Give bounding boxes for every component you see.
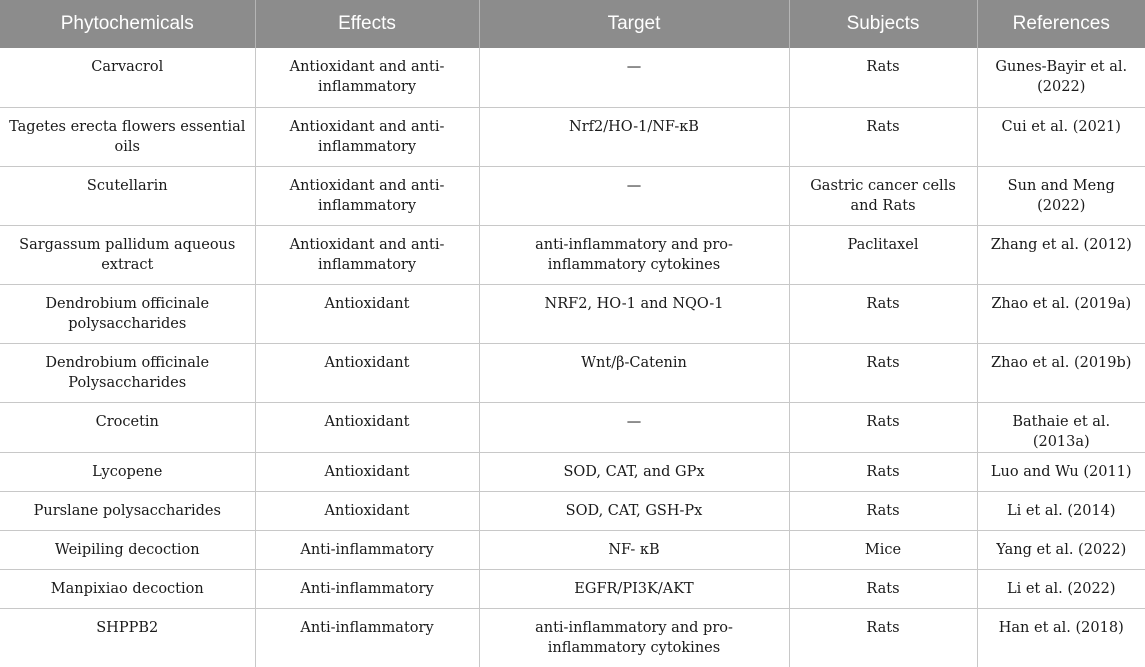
table-body — [0, 48, 1145, 667]
header-references: References — [977, 0, 1145, 48]
cell-effect: Antioxidant and anti-inflammatory — [255, 166, 479, 225]
cell-reference[interactable]: Gunes-Bayir et al. (2022) — [977, 48, 1145, 107]
cell-reference[interactable]: Zhao et al. (2019b) — [977, 343, 1145, 402]
cell-target: EGFR/PI3K/AKT — [479, 569, 789, 608]
cell-target: Nrf2/HO-1/NF-κB — [479, 107, 789, 166]
cell-effect: Anti-inflammatory — [255, 569, 479, 608]
table-row — [0, 284, 1145, 343]
cell-target: anti-inflammatory and pro-inflammatory cytokines — [479, 608, 789, 667]
cell-reference[interactable]: Zhang et al. (2012) — [977, 225, 1145, 284]
cell-reference[interactable]: Cui et al. (2021) — [977, 107, 1145, 166]
table-row — [0, 491, 1145, 530]
cell-phytochemical: Purslane polysaccharides — [0, 491, 255, 530]
cell-effect: Antioxidant — [255, 402, 479, 452]
cell-effect: Antioxidant — [255, 491, 479, 530]
cell-reference[interactable]: Han et al. (2018) — [977, 608, 1145, 667]
cell-reference[interactable]: Zhao et al. (2019a) — [977, 284, 1145, 343]
cell-target: NF- κB — [479, 530, 789, 569]
cell-effect: Antioxidant — [255, 284, 479, 343]
cell-phytochemical: Tagetes erecta flowers essential oils — [0, 107, 255, 166]
table-row — [0, 452, 1145, 491]
cell-subjects: Rats — [789, 608, 977, 667]
cell-reference[interactable]: Li et al. (2022) — [977, 569, 1145, 608]
table-row — [0, 569, 1145, 608]
header-phytochemicals: Phytochemicals — [60, 13, 194, 34]
cell-phytochemical: Lycopene — [0, 452, 255, 491]
cell-target: — — [479, 166, 789, 225]
cell-effect: Anti-inflammatory — [255, 608, 479, 667]
cell-subjects: Rats — [789, 107, 977, 166]
cell-subjects: Rats — [789, 452, 977, 491]
cell-target: — — [479, 402, 789, 452]
cell-target: Wnt/β-Catenin — [479, 343, 789, 402]
table-row — [0, 402, 1145, 452]
cell-subjects: Rats — [789, 343, 977, 402]
cell-subjects: Rats — [789, 284, 977, 343]
cell-phytochemical: Sargassum pallidum aqueous extract — [0, 225, 255, 284]
cell-target: SOD, CAT, GSH-Px — [479, 491, 789, 530]
cell-subjects: Rats — [789, 569, 977, 608]
cell-effect: Antioxidant — [255, 343, 479, 402]
cell-reference[interactable]: Luo and Wu (2011) — [977, 452, 1145, 491]
table-row — [0, 225, 1145, 284]
cell-effect: Anti-inflammatory — [255, 530, 479, 569]
cell-subjects: Mice — [789, 530, 977, 569]
cell-phytochemical: Manpixiao decoction — [0, 569, 255, 608]
table-row — [0, 107, 1145, 166]
cell-subjects: Rats — [789, 48, 977, 107]
cell-target: anti-inflammatory and pro-inflammatory cytokines — [479, 225, 789, 284]
cell-phytochemical: Carvacrol — [0, 48, 255, 107]
cell-subjects: Rats — [789, 402, 977, 452]
cell-subjects: Gastric cancer cells and Rats — [789, 166, 977, 225]
cell-reference[interactable]: Bathaie et al. (2013a) — [977, 402, 1145, 452]
header-effects: Effects — [255, 0, 479, 48]
cell-reference[interactable]: Li et al. (2014) — [977, 491, 1145, 530]
cell-phytochemical: Crocetin — [0, 402, 255, 452]
cell-phytochemical: SHPPB2 — [96, 619, 159, 636]
cell-phytochemical: Scutellarin — [0, 166, 255, 225]
cell-reference[interactable]: Yang et al. (2022) — [977, 530, 1145, 569]
cell-subjects: Paclitaxel — [789, 225, 977, 284]
cell-phytochemical: Dendrobium officinale Polysaccharides — [0, 343, 255, 402]
header-row — [0, 0, 1145, 48]
cell-effect: Antioxidant and anti-inflammatory — [255, 107, 479, 166]
cell-effect: Antioxidant and anti-inflammatory — [255, 225, 479, 284]
table-header — [0, 0, 1145, 48]
cell-effect: Antioxidant — [255, 452, 479, 491]
table-row — [0, 48, 1145, 107]
header-subjects: Subjects — [789, 0, 977, 48]
table-row — [0, 608, 1145, 667]
cell-phytochemical: Weipiling decoction — [0, 530, 255, 569]
table-row — [0, 343, 1145, 402]
header-target: Target — [479, 0, 789, 48]
cell-effect: Antioxidant and anti-inflammatory — [255, 48, 479, 107]
cell-target: — — [479, 48, 789, 107]
cell-subjects: Rats — [789, 491, 977, 530]
cell-reference[interactable]: Sun and Meng (2022) — [977, 166, 1145, 225]
table-row — [0, 530, 1145, 569]
cell-phytochemical: Dendrobium officinale polysaccharides — [0, 284, 255, 343]
cell-target: NRF2, HO-1 and NQO-1 — [479, 284, 789, 343]
cell-target: SOD, CAT, and GPx — [479, 452, 789, 491]
table-row — [0, 166, 1145, 225]
